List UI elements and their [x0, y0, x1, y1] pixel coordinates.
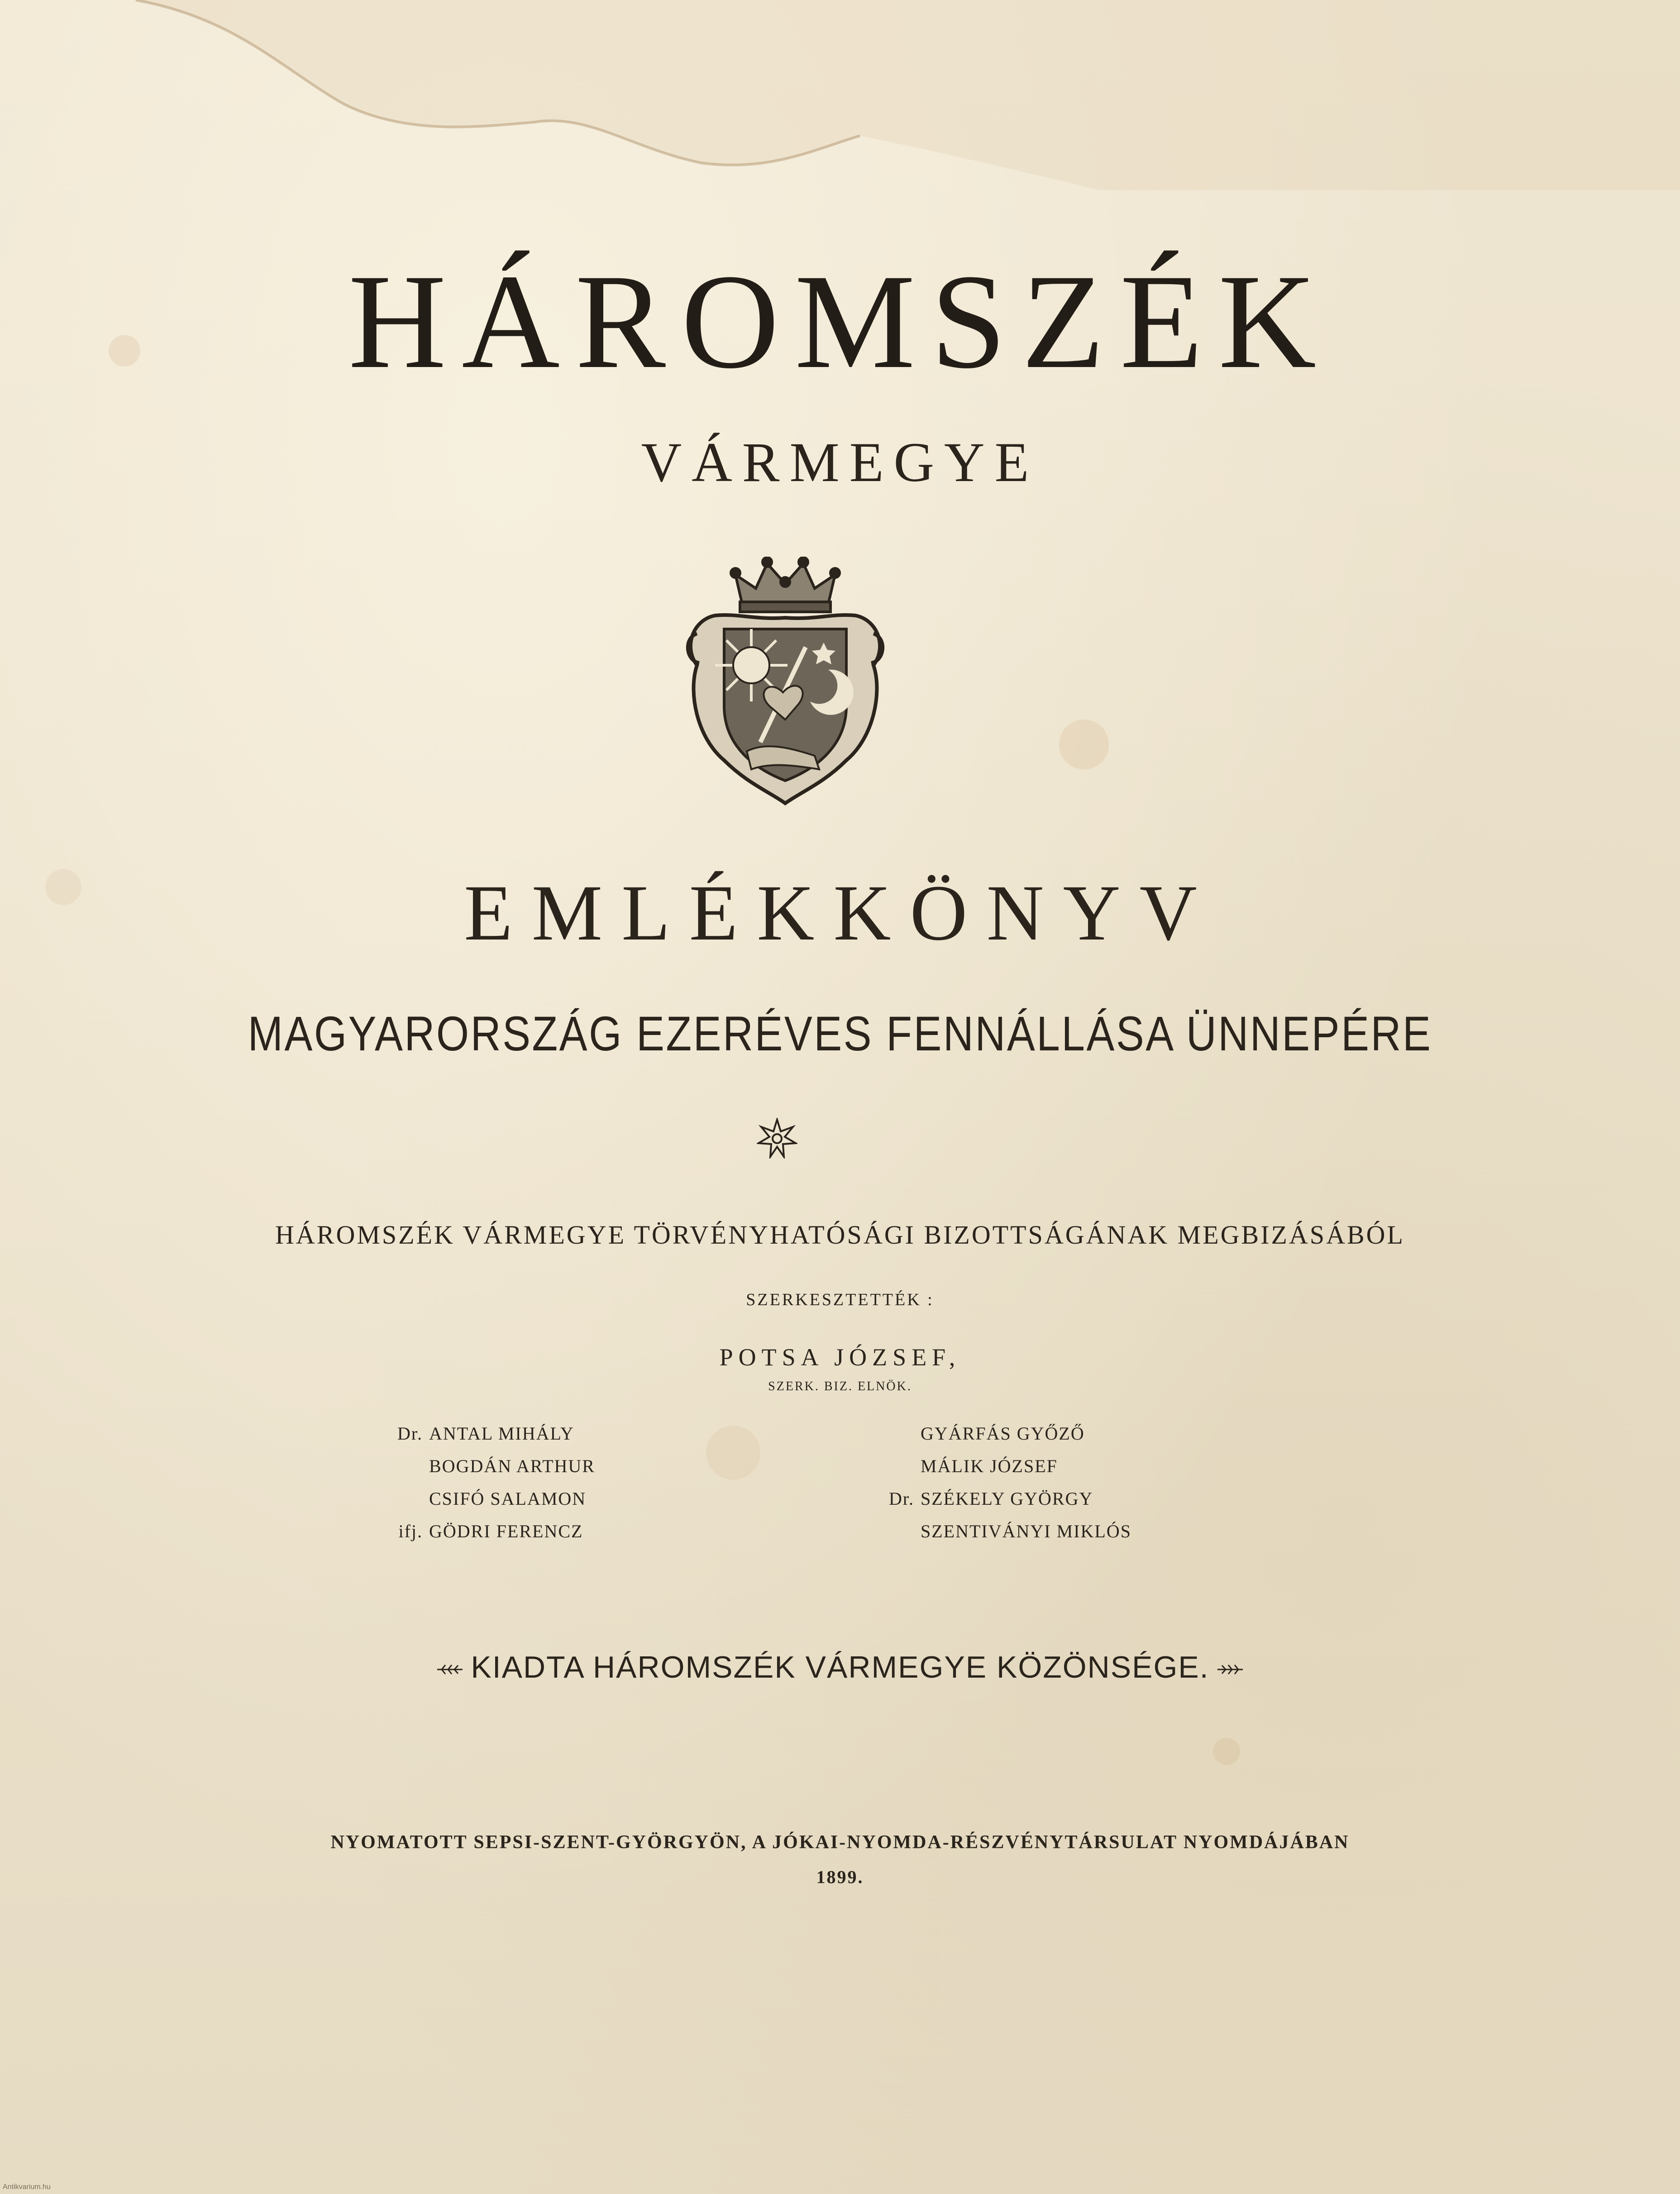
- editor-name: SZENTIVÁNYI MIKLÓS: [921, 1521, 1131, 1541]
- editor-prefix: Dr.: [889, 1488, 914, 1509]
- editor-prefix: Dr.: [397, 1423, 423, 1444]
- book-title: EMLÉKKÖNYV: [464, 869, 1216, 957]
- editor-name: SZÉKELY GYÖRGY: [921, 1488, 1093, 1509]
- editor-entry: [389, 1483, 595, 1515]
- subtitle: VÁRMEGYE: [641, 431, 1039, 493]
- printer-line: NYOMATOTT SEPSI-SZENT-GYÖRGYÖN, A JÓKAI-NYOMDA-RÉSZVÉNYTÁRSULAT NYOMDÁJÁBAN: [330, 1832, 1350, 1853]
- watermark-text: Antikvarium.hu: [3, 2183, 51, 2191]
- foxing-spot: [1059, 720, 1109, 769]
- publisher-text: KIADTA HÁROMSZÉK VÁRMEGYE KÖZÖNSÉGE.: [471, 1650, 1209, 1684]
- editor-name: GYÁRFÁS GYŐZŐ: [921, 1423, 1085, 1444]
- editors-left-column: [389, 1417, 595, 1548]
- chief-editor-role: SZERK. BIZ. ELNÖK.: [768, 1379, 912, 1393]
- editor-entry: [869, 1450, 1131, 1483]
- occasion-line: MAGYARORSZÁG EZERÉVES FENNÁLLÁSA ÜNNEPÉRE: [248, 1006, 1432, 1061]
- editor-name: CSIFÓ SALAMON: [429, 1488, 587, 1509]
- sprig-ornament-icon: [436, 1663, 463, 1676]
- sprig-ornament-icon: [1217, 1663, 1244, 1676]
- editor-name: GÖDRI FERENCZ: [429, 1521, 583, 1541]
- water-stain: [0, 0, 1680, 190]
- editor-name: ANTAL MIHÁLY: [429, 1423, 574, 1444]
- editor-name: BOGDÁN ARTHUR: [429, 1456, 595, 1476]
- commission-line: HÁROMSZÉK VÁRMEGYE TÖRVÉNYHATÓSÁGI BIZOTTSÁGÁNAK MEGBIZÁSÁBÓL: [275, 1220, 1405, 1250]
- editor-prefix: ifj.: [398, 1521, 423, 1541]
- editor-entry: [869, 1483, 1131, 1515]
- star-ornament-icon: [757, 1118, 797, 1159]
- publication-year: 1899.: [816, 1867, 864, 1887]
- edited-by-label: SZERKESZTETTÉK :: [746, 1290, 934, 1309]
- foxing-spot: [706, 1426, 760, 1480]
- editor-entry: [869, 1417, 1131, 1450]
- foxing-spot: [1213, 1738, 1240, 1765]
- editors-right-column: [869, 1417, 1131, 1548]
- editor-entry: [389, 1515, 595, 1548]
- editor-entry: [389, 1450, 595, 1483]
- chief-editor-name: POTSA JÓZSEF,: [719, 1344, 961, 1371]
- main-title: HÁROMSZÉK: [348, 246, 1332, 396]
- editor-entry: [389, 1417, 595, 1450]
- publisher-line: [0, 1652, 1680, 1683]
- editor-entry: [869, 1515, 1131, 1548]
- editor-name: MÁLIK JÓZSEF: [921, 1456, 1058, 1476]
- coat-of-arms-icon: [679, 557, 892, 810]
